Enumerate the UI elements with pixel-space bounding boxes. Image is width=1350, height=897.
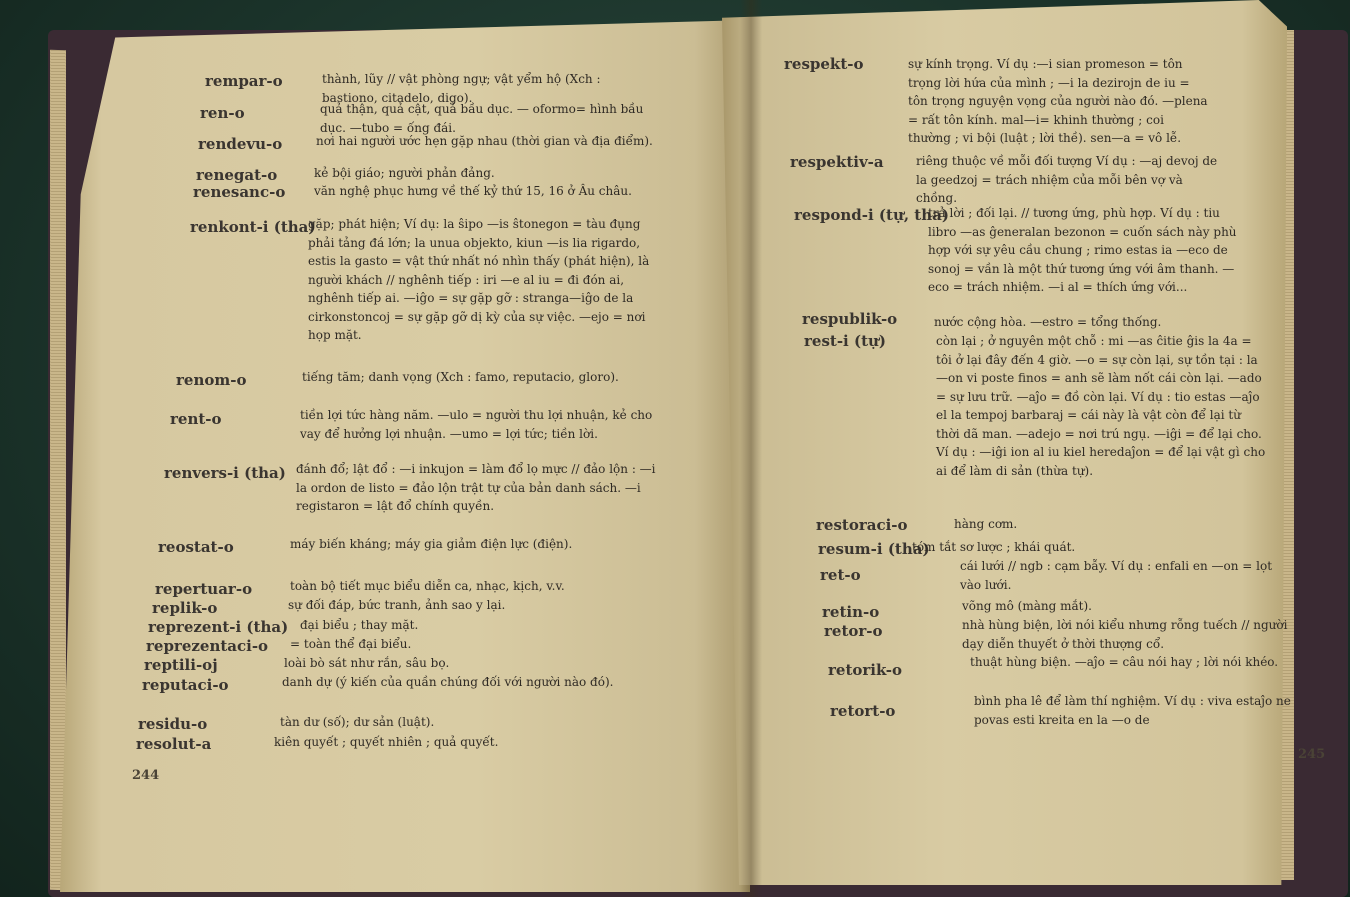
left-page-stack: [50, 50, 66, 891]
headword: renom-o: [176, 371, 247, 389]
headword: respond-i (tự, tha): [794, 206, 949, 224]
headword: replik-o: [152, 599, 218, 617]
definition: máy biến kháng; máy gia giảm điện lực (điện).: [290, 537, 573, 551]
headword: retort-o: [830, 702, 896, 720]
headword: respublik-o: [802, 310, 898, 328]
page-number: 244: [132, 768, 160, 783]
definition: = toàn thể đại biểu.: [290, 637, 412, 651]
headword: retorik-o: [828, 661, 902, 679]
definition: thuật hùng biện. —aĵo = câu nói hay ; lời nói khéo.: [970, 655, 1279, 669]
headword: reprezent-i (tha): [148, 618, 289, 636]
headword: resum-i (tha): [818, 540, 930, 558]
definition: bình pha lê để làm thí nghiệm. Ví dụ : viva estaĵo ne povas esti kreita en la —o de: [974, 694, 1291, 727]
headword: reptili-oj: [144, 656, 218, 674]
headword: ret-o: [820, 566, 861, 584]
headword: reputaci-o: [142, 676, 229, 694]
definition: sự đối đáp, bức tranh, ảnh sao y lại.: [288, 598, 506, 612]
definition: kiên quyết ; quyết nhiên ; quả quyết.: [274, 735, 499, 749]
headword: residu-o: [138, 715, 208, 733]
definition: gặp; phát hiện; Ví dụ: la ŝipo —is ŝtonegon = tàu đụng phải tảng đá lớn; la unua objekto, kiun —is lia rigardo, estis la gasto = vật thứ nhất nó nhìn thấy (phát hiện), là người khách // nghênh tiếp : iri —e al iu = đi đón ai, nghênh tiếp ai. —iĝo = sự gặp gỡ : stranga—iĝo de la cirkonstoncoj = sự gặp gỡ dị kỳ của sự việc. —ejo = nơi họp mặt.: [308, 217, 650, 342]
left-page: [60, 20, 750, 892]
headword: ren-o: [200, 104, 245, 122]
headword: respekt-o: [784, 55, 864, 73]
definition: nhà hùng biện, lời nói kiểu nhưng rỗng tuếch // người dạy diễn thuyết ở thời thượng cổ.: [962, 618, 1288, 651]
definition: nước cộng hòa. —estro = tổng thống.: [934, 315, 1162, 329]
headword: reostat-o: [158, 538, 234, 556]
definition: riêng thuộc về mỗi đối tượng Ví dụ : —aj devoj de la geedzoj = trách nhiệm của mỗi bên vợ và chồng.: [916, 154, 1218, 205]
definition: cái lưới // ngb : cạm bẫy. Ví dụ : enfali en —on = lọt vào lưới.: [960, 559, 1273, 592]
headword: retin-o: [822, 603, 880, 621]
headword: rempar-o: [205, 72, 283, 90]
definition: tiền lợi tức hàng năm. —ulo = người thu lợi nhuận, kẻ cho vay để hưởng lợi nhuận. —umo = lợi tức; tiền lời.: [300, 408, 653, 441]
definition: loài bò sát như rắn, sâu bọ.: [284, 656, 450, 670]
definition: tiếng tăm; danh vọng (Xch : famo, reputacio, gloro).: [302, 370, 619, 384]
definition: văn nghệ phục hưng về thế kỷ thứ 15, 16 ở Âu châu.: [314, 184, 632, 198]
headword: retor-o: [824, 622, 883, 640]
headword: reprezentaci-o: [146, 637, 269, 655]
headword: respektiv-a: [790, 153, 884, 171]
definition: võng mô (màng mắt).: [962, 599, 1092, 613]
definition: trả lời ; đối lại. // tương ứng, phù hợp. Ví dụ : tiu libro —as ĝeneralan bezonon = cuốn sách này phù hợp với sự yêu cầu chung ; rimo estas ia —eco de sonoj = vần là một thứ tương ứng với âm thanh. —eco = trách nhiệm. —i al = thích ứng với...: [928, 206, 1237, 294]
definition: toàn bộ tiết mục biểu diễn ca, nhạc, kịch, v.v.: [290, 579, 565, 593]
book-gutter: [740, 0, 762, 897]
definition: quả thận, quả cật, quả bầu dục. — oformo= hình bầu dục. —tubo = ống đái.: [320, 102, 644, 135]
headword: rendevu-o: [198, 135, 283, 153]
headword: restoraci-o: [816, 516, 908, 534]
headword: resolut-a: [136, 735, 212, 753]
definition: danh dự (ý kiến của quần chúng đối với người nào đó).: [282, 675, 614, 689]
definition: tàn dư (số); dư sản (luật).: [280, 715, 435, 729]
definition: sự kính trọng. Ví dụ :—i sian promeson = tôn trọng lời hứa của mình ; —i la dezirojn de iu = tôn trọng nguyện vọng của người nào đó. —plena = rất tôn kính. mal—i= khinh thường ; coi thường ; vi bội (luật ; lời thề). sen—a = vô lễ.: [908, 57, 1208, 145]
headword: rest-i (tự): [804, 332, 886, 350]
definition: còn lại ; ở nguyên một chỗ : mi —as ĉitie ĝis la 4a = tôi ở lại đây đến 4 giờ. —o = sự còn lại, sự tồn tại : la —on vi poste finos = anh sẽ làm nốt cái còn lại. —ado = sự lưu trữ. —aĵo = đồ còn lại. Ví dụ : tio estas —aĵo el la tempoj barbaraj = cái này là vật còn để lại từ thời dã man. —adejo = nơi trú ngụ. —iĝi = để lại cho. Ví dụ : —iĝi ion al iu kiel heredaĵon = để lại vật gì cho ai để làm di sản (thừa tự).: [936, 334, 1266, 478]
headword: renkont-i (tha): [190, 218, 316, 236]
definition: kẻ bội giáo; người phản đảng.: [314, 166, 495, 180]
definition: tóm tắt sơ lược ; khái quát.: [912, 540, 1076, 554]
headword: renvers-i (tha): [164, 464, 286, 482]
headword: renegat-o: [196, 166, 278, 184]
definition: hàng cơm.: [954, 517, 1018, 531]
headword: repertuar-o: [155, 580, 253, 598]
headword: rent-o: [170, 410, 222, 428]
definition: thành, lũy // vật phòng ngự; vật yểm hộ (Xch : bastiono, citadelo, digo).: [322, 72, 601, 105]
definition: nơi hai người ước hẹn gặp nhau (thời gian và địa điểm).: [316, 134, 653, 148]
headword: renesanc-o: [193, 183, 286, 201]
page-number: 245: [1298, 747, 1326, 762]
definition: đại biểu ; thay mặt.: [300, 618, 419, 632]
definition: đánh đổ; lật đổ : —i inkujon = làm đổ lọ mực // đảo lộn : —i la ordon de listo = đảo lộn trật tự của bản danh sách. —i registaron = lật đổ chính quyền.: [296, 462, 656, 513]
